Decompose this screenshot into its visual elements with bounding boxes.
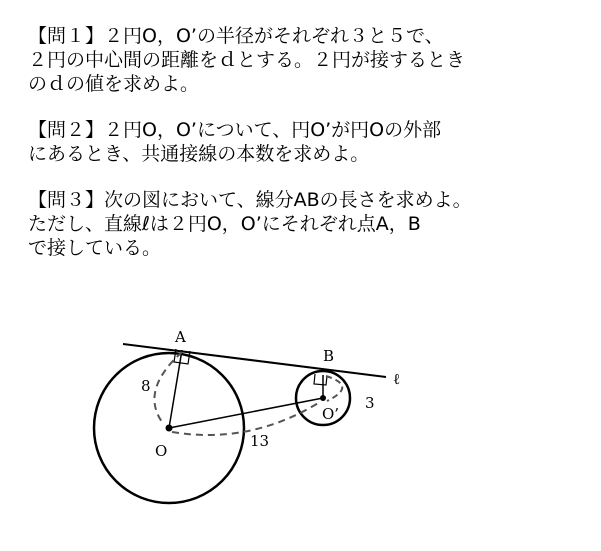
problem-1-line-2: ２円の中心間の距離をｄとする。２円が接するとき (28, 49, 466, 71)
label-center-o: O (155, 442, 168, 460)
label-radius-3: 3 (365, 394, 375, 412)
label-line-l: ℓ (393, 370, 401, 388)
problem-3-line-3: で接している。 (28, 237, 162, 259)
label-distance-13: 13 (250, 432, 270, 450)
center-point-o-prime (320, 395, 326, 401)
right-angle-mark-b (314, 374, 327, 385)
center-point-o (166, 425, 173, 432)
problem-3-line-1: 【問３】次の図において、線分ABの長さを求めよ。 (28, 189, 472, 211)
label-center-o-prime: O’ (322, 405, 340, 423)
problem-2-line-1: 【問２】２円O，O’について、円O’が円Oの外部 (28, 119, 442, 141)
label-point-a: A (175, 328, 186, 346)
label-radius-8: 8 (141, 377, 151, 395)
tangent-line (123, 344, 386, 377)
problem-1-line-1: 【問１】２円O，O’の半径がそれぞれ３と５で、 (28, 25, 444, 47)
problem-3-line-2: ただし、直線ℓは２円O，O’にそれぞれ点A，B (28, 213, 421, 235)
label-point-b: B (323, 347, 335, 365)
problem-1-line-3: のｄの値を求めよ。 (28, 73, 200, 95)
dimension-arc-o-prime-b (326, 376, 342, 401)
problem-2-line-2: にあるとき、共通接線の本数を求めよ。 (28, 143, 370, 165)
